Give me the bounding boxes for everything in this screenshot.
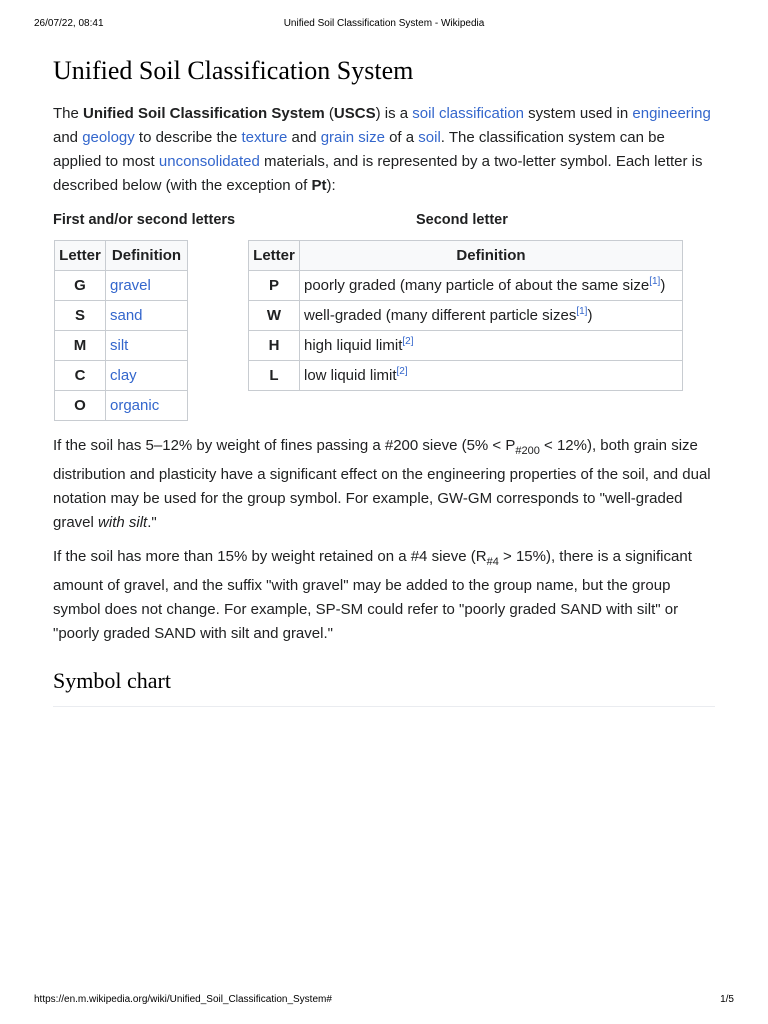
print-date: 26/07/22, 08:41 [34,18,104,29]
column-header-letter: Letter [55,241,106,271]
table-row [55,301,188,331]
table-row [249,361,683,391]
letter-cell: C [55,361,106,391]
page-number: 1/5 [720,994,734,1005]
link-unconsolidated[interactable]: unconsolidated [158,153,260,170]
first-letters-caption: First and/or second letters [53,212,236,228]
link-silt[interactable]: silt [110,337,129,354]
table-row [55,391,188,421]
second-letter-caption: Second letter [416,212,508,228]
table-row [249,301,683,331]
link-soil[interactable]: soil [418,129,441,146]
letter-cell: S [55,301,106,331]
reference-link[interactable]: [1] [649,276,661,287]
definition-cell: poorly graded (many particle of about the same size[1]) [300,271,683,301]
print-footer [34,994,734,1008]
reference-link[interactable]: [2] [402,336,414,347]
article-content [53,54,715,707]
table-row [55,331,188,361]
link-grain-size[interactable]: grain size [320,129,385,146]
link-clay[interactable]: clay [110,367,137,384]
column-header-definition: Definition [106,241,188,271]
page-title: Unified Soil Classification System [53,56,414,85]
print-title: Unified Soil Classification System - Wikipedia [283,18,485,29]
table-row [249,331,683,361]
gravel-suffix-paragraph: If the soil has more than 15% by weight retained on a #4 sieve $(R_{\#4} > 15\%)$, there is a significant amount of gravel, and the suffix "with gravel" may be added to the group name, but the group symbol does not change. For example, SP-SM could refer to "poorly graded SAND with silt" or "poorly graded SAND with silt and gravel." [53,548,692,642]
section-heading-symbol-chart: Symbol chart [53,668,715,707]
link-soil-classification[interactable]: soil classification [412,105,525,122]
reference-link[interactable]: [1] [576,306,588,317]
table-header-row [249,241,683,271]
definition-cell: well-graded (many different particle sizes[1]) [300,301,683,331]
intro-paragraph: The Unified Soil Classification System (USCS) is a soil classification system used in engineering and geology to describe the texture and grain size of a soil. The classification system can be applied to most unconsolidated materials, and is represented by a two-letter symbol. Each letter is described below (with the exception of Pt): [53,105,711,194]
print-header [34,18,734,32]
letter-cell: L [249,361,300,391]
link-sand[interactable]: sand [110,307,143,324]
letter-cell: W [249,301,300,331]
column-header-definition: Definition [300,241,683,271]
table-header-row [55,241,188,271]
letter-cell: H [249,331,300,361]
letter-cell: O [55,391,106,421]
table-row [55,271,188,301]
link-geology[interactable]: geology [82,129,135,146]
letter-tables [53,212,715,434]
dual-notation-paragraph: If the soil has 5–12% by weight of fines passing a #200 sieve $(5\% < P_{\#200} < 12\%)$, both grain size distribution and plasticity have a significant effect on the engineering properties of the soil, and dual notation may be used for the group symbol. For example, GW-GM corresponds to "well-graded gravel with silt." [53,437,711,531]
letter-cell: G [55,271,106,301]
first-letters-table [54,240,188,421]
print-url: https://en.m.wikipedia.org/wiki/Unified_Soil_Classification_System# [34,994,332,1005]
table-row [55,361,188,391]
table-row [249,271,683,301]
link-organic[interactable]: organic [110,397,160,414]
column-header-letter: Letter [249,241,300,271]
link-gravel[interactable]: gravel [110,277,151,294]
definition-cell: low liquid limit[2] [300,361,683,391]
letter-cell: P [249,271,300,301]
second-letter-table [248,240,683,391]
link-engineering[interactable]: engineering [632,105,711,122]
letter-cell: M [55,331,106,361]
reference-link[interactable]: [2] [396,366,408,377]
definition-cell: high liquid limit[2] [300,331,683,361]
link-texture[interactable]: texture [241,129,288,146]
